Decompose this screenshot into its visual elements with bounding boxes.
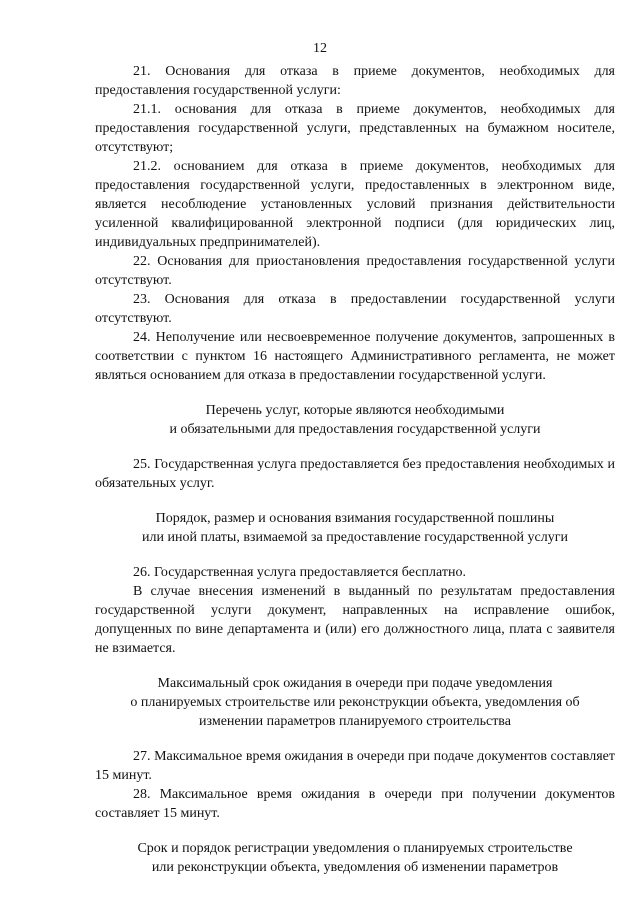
heading-line: Максимальный срок ожидания в очереди при подаче уведомления [157, 676, 553, 691]
paragraph-26: 26. Государственная услуга предоставляется бесплатно. [133, 565, 466, 580]
paragraph-28: 28. Максимальное время ожидания в очереди при получении документов составляет 15 минут. [95, 787, 615, 821]
page-number: 12 [313, 41, 327, 56]
paragraph-26-note: В случае внесения изменений в выданный по результатам предоставления государственной услуги документ, направленных на исправление ошибок, допущенных по вине департамента и (или) его должностного лица, плата с заявителя не взимается. [95, 584, 615, 656]
paragraph-25: 25. Государственная услуга предоставляется без предоставления необходимых и обязательных услуг. [95, 457, 615, 491]
heading-line: Порядок, размер и основания взимания государственной пошлины [155, 511, 555, 526]
paragraph-22: 22. Основания для приостановления предоставления государственной услуги отсутствуют. [95, 254, 615, 288]
section-heading-queue-time [95, 674, 615, 731]
heading-line: Перечень услуг, которые являются необходимыми [205, 403, 505, 418]
heading-line: изменении параметров планируемого строительства [199, 714, 511, 729]
heading-line: о планируемых строительстве или реконструкции объекта, уведомления об [130, 695, 580, 710]
document-body [95, 62, 615, 877]
paragraph-21-2: 21.2. основанием для отказа в приеме документов, необходимых для предоставления государственной услуги, предоставленных в электронном виде, является несоблюдение установленных условий признания действительности усиленной квалифицированной электронной подписи (для юридических лиц, индивидуальных предпринимателей). [95, 159, 615, 250]
paragraph-24: 24. Неполучение или несвоевременное получение документов, запрошенных в соответствии с пунктом 16 настоящего Административного регламента, не может являться основанием для отказа в предоставлении государственной услуги. [95, 330, 615, 383]
paragraph-27: 27. Максимальное время ожидания в очереди при подаче документов составляет 15 минут. [95, 749, 615, 783]
heading-line: или реконструкции объекта, уведомления об изменении параметров [151, 860, 559, 875]
section-heading-required-services [95, 401, 615, 439]
heading-line: Срок и порядок регистрации уведомления о планируемых строительстве [137, 841, 573, 856]
paragraph-21: 21. Основания для отказа в приеме документов, необходимых для предоставления государственной услуги: [95, 64, 615, 98]
section-heading-state-fee [95, 509, 615, 547]
heading-line: или иной платы, взимаемой за предоставление государственной услуги [142, 530, 568, 545]
heading-line: и обязательными для предоставления государственной услуги [169, 422, 541, 437]
section-heading-registration [95, 839, 615, 877]
paragraph-23: 23. Основания для отказа в предоставлении государственной услуги отсутствуют. [95, 292, 615, 326]
paragraph-21-1: 21.1. основания для отказа в приеме документов, необходимых для предоставления государственной услуги, представленных на бумажном носителе, отсутствуют; [95, 102, 615, 155]
